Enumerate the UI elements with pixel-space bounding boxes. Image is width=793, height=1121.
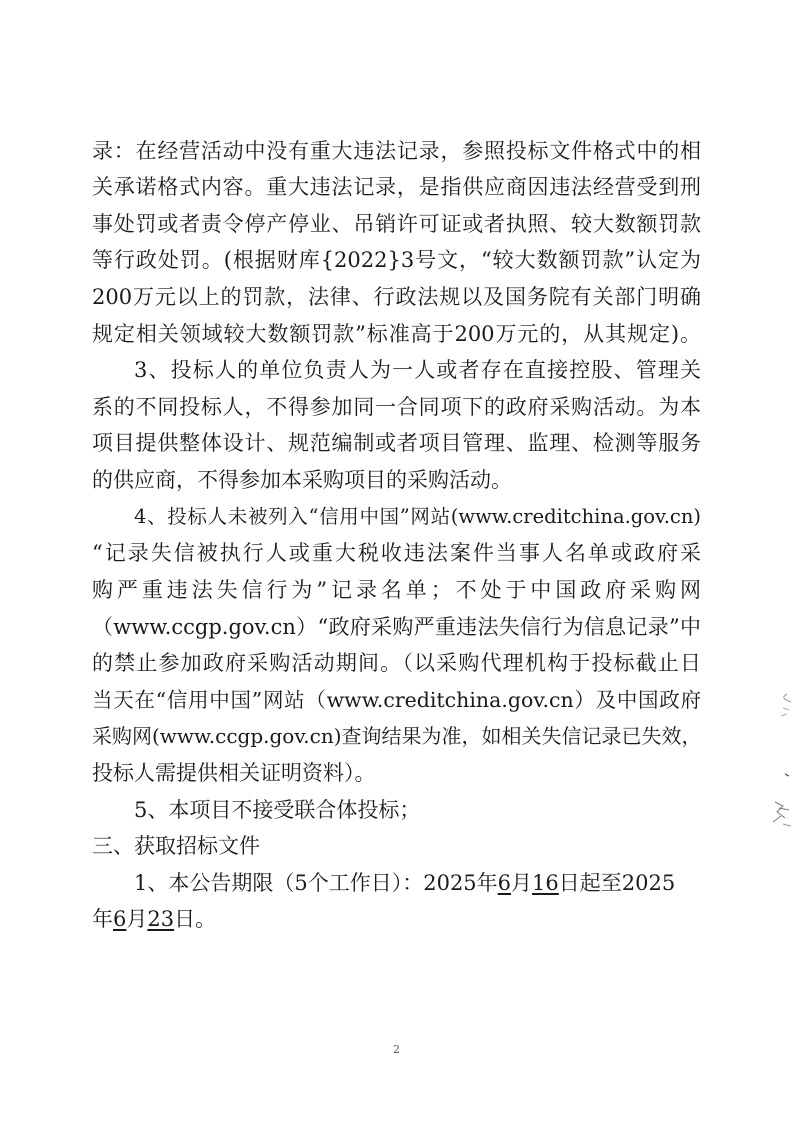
text-line: 购严重违法失信行为”记录名单；不处于中国政府采购网 [92, 578, 701, 602]
end-day: 23 [147, 907, 175, 931]
start-day: 16 [532, 871, 559, 895]
seal-stamp-fragment [769, 690, 793, 840]
notice-middle: 日起至2025 [558, 871, 676, 895]
paragraph-4-start: 4、投标人未被列入“信用中国”网站(www.creditchina.gov.cn) [134, 505, 701, 528]
text-line: 的供应商，不得参加本采购项目的采购活动。 [92, 468, 512, 492]
text-line: 当天在“信用中国”网站（www.creditchina.gov.cn）及中国政府 [92, 688, 701, 712]
paragraph-3-start: 3、投标人的单位负责人为一人或者存在直接控股、管理关 [134, 358, 701, 382]
text-line: 事处罚或者责令停产停业、吊销许可证或者执照、较大数额罚款 [92, 212, 701, 236]
section-heading: 三、获取招标文件 [92, 834, 260, 858]
text-line: 的禁止参加政府采购活动期间。（以采购代理机构于投标截止日 [92, 651, 701, 675]
year-char: 年 [92, 907, 113, 931]
text-line: “记录失信被执行人或重大税收违法案件当事人名单或政府采 [92, 541, 701, 565]
end-month: 6 [113, 907, 127, 931]
text-line: 关承诺格式内容。重大违法记录，是指供应商因违法经营受到刑 [92, 175, 701, 199]
text-line: 项目提供整体设计、规范编制或者项目管理、监理、检测等服务 [92, 431, 701, 455]
text-line: 规定相关领域较大数额罚款”标准高于200万元的，从其规定)。 [92, 322, 701, 346]
notice-prefix: 1、本公告期限（5个工作日）：2025年 [134, 871, 498, 895]
text-line: （www.ccgp.gov.cn）“政府采购严重违法失信行为信息记录”中 [92, 615, 701, 639]
text-line: 系的不同投标人，不得参加同一合同项下的政府采购活动。为本 [92, 395, 701, 419]
notice-period-line [134, 867, 701, 899]
start-month: 6 [497, 871, 512, 895]
month-char-2: 月 [126, 907, 148, 931]
paragraph-5: 5、本项目不接受联合体投标； [134, 798, 421, 822]
text-line: 200万元以上的罚款，法律、行政法规以及国务院有关部门明确 [92, 285, 701, 309]
month-char: 月 [511, 871, 533, 895]
page-number: 2 [393, 1043, 400, 1056]
notice-period-line-2 [92, 903, 701, 935]
text-line: 录：在经营活动中没有重大违法记录，参照投标文件格式中的相 [92, 139, 701, 163]
day-char: 日。 [174, 907, 217, 931]
text-line: 投标人需提供相关证明资料）。 [92, 761, 376, 785]
text-line: 采购网(www.ccgp.gov.cn)查询结果为准，如相关失信记录已失效， [92, 724, 702, 748]
text-line: 等行政处罚。(根据财库{2022}3号文，“较大数额罚款”认定为 [92, 248, 701, 272]
